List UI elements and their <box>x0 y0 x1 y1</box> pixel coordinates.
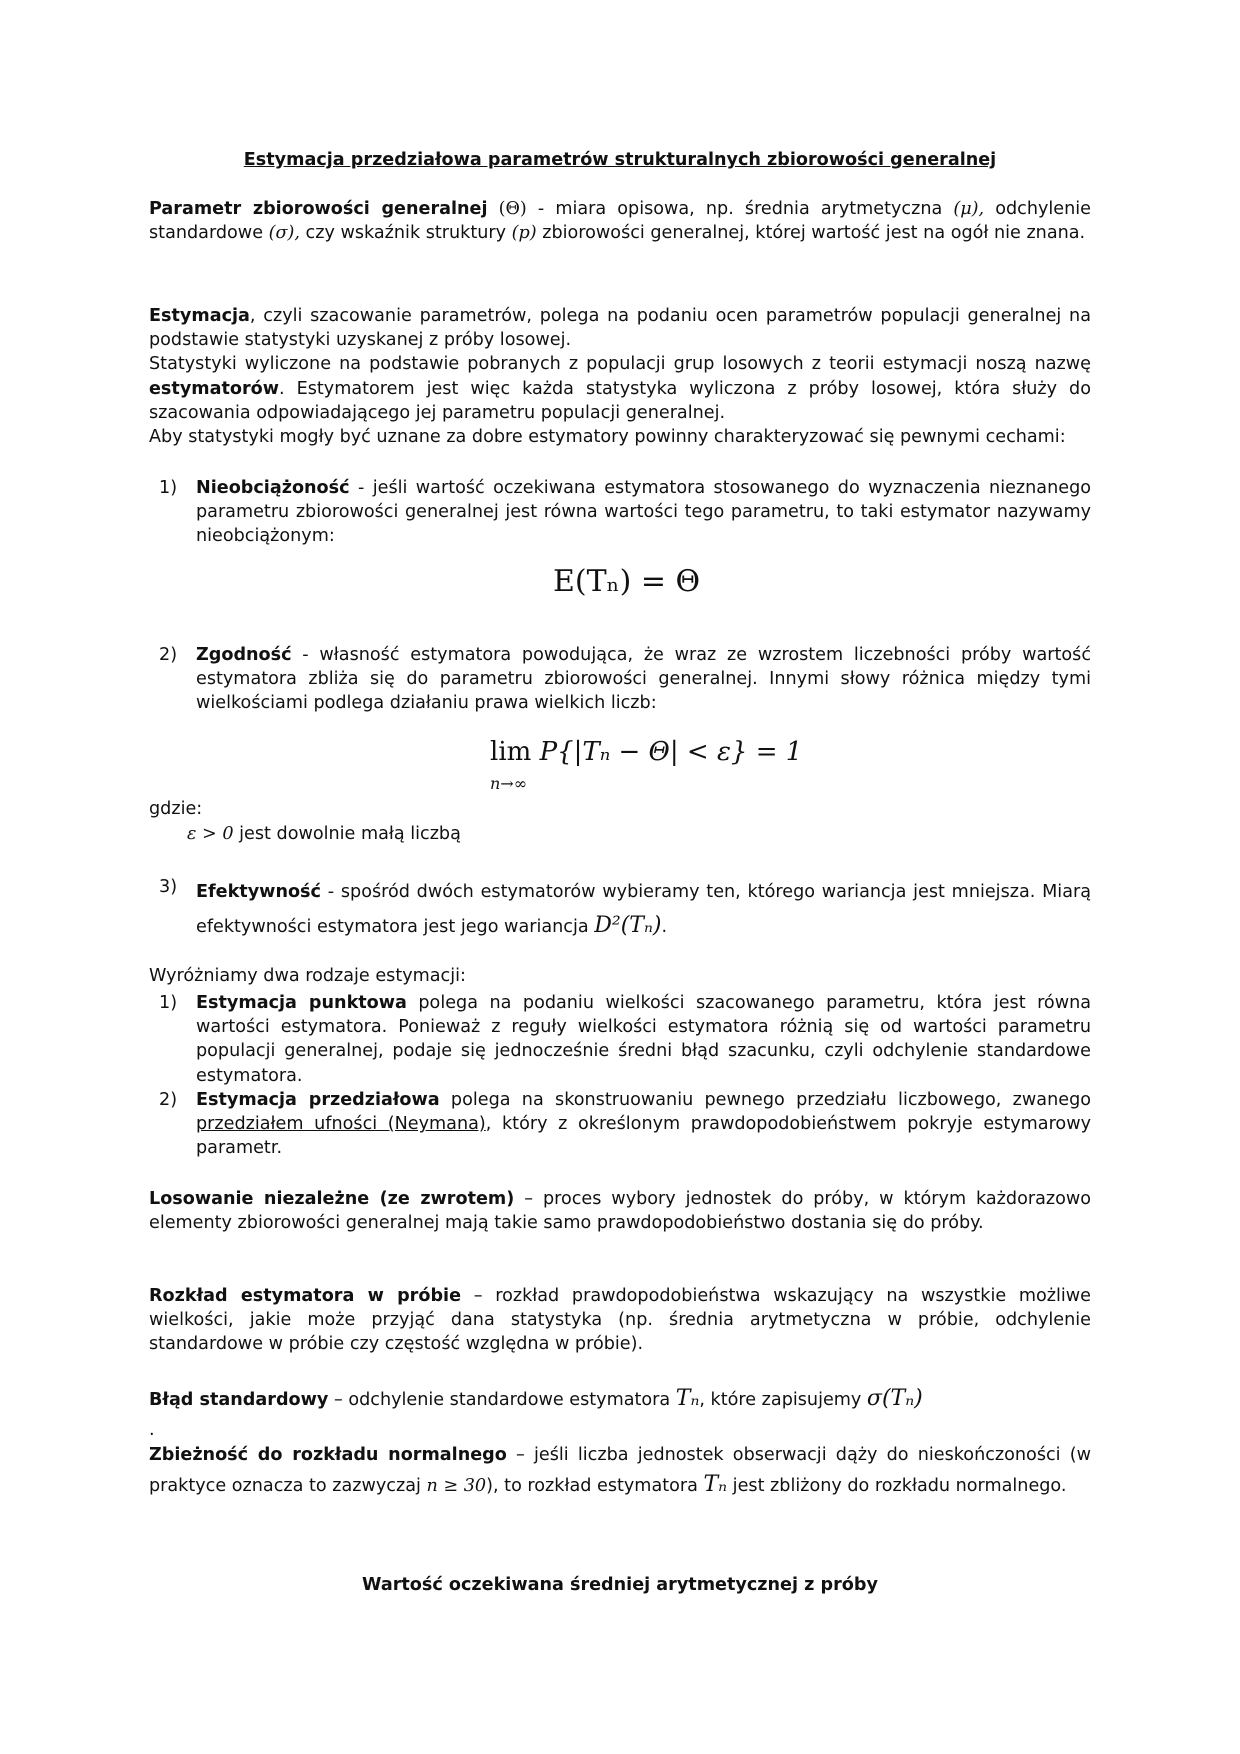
text: jest zbliżony do rozkładu normalnego. <box>727 1476 1067 1496</box>
lim: lim <box>490 737 532 767</box>
paragraph-blad <box>149 1384 1091 1445</box>
list-number: 2) <box>159 1090 178 1110</box>
term: Estymacja przedziałowa <box>196 1090 440 1110</box>
feature-item <box>196 476 1091 549</box>
math: ε > 0 <box>187 824 234 844</box>
text: - spośród dwóch estymatorów wybieramy ten, którego wariancja jest mniejsza. Miarą efektywności estymatora jest jego wariancja <box>196 882 1091 937</box>
math: Tₙ <box>703 1472 728 1497</box>
term: Błąd standardowy <box>149 1390 329 1410</box>
text: , które zapisujemy <box>699 1390 867 1410</box>
list-number: 2) <box>159 645 178 665</box>
text: Statystyki wyliczone na podstawie pobranych z populacji grup losowych z teorii estymacji noszą nazwę <box>149 354 1091 375</box>
text: – proces wybory jednostek do próby, w którym każdorazowo elementy zbiorowości generalnej mają takie samo prawdopodobieństwo dostania się do próby. <box>149 1189 1091 1234</box>
math-mu: (μ), <box>953 199 985 219</box>
underlined-term: przedziałem ufności (Neymana) <box>196 1114 486 1135</box>
type-item <box>196 991 1091 1088</box>
text: , który z określonym prawdopodobieństwem pokryje estymarowy parametr. <box>196 1114 1091 1159</box>
math-sigma: (σ), <box>268 223 300 244</box>
paragraph-losowanie <box>149 1187 1091 1235</box>
paragraph-parameter <box>149 197 1091 245</box>
text: polega na podaniu wielkości szacowanego parametru, która jest równa wartości estymatora. Ponieważ z reguły wielkości estymatora różnią się od wartości parametru populacji generalnej, podaje się jednocześnie średni błąd szacunku, czyli odchylenie standardowe estymatora. <box>196 993 1092 1086</box>
text: Wyróżniamy dwa rodzaje estymacji: <box>149 966 466 986</box>
formula-unbiased: E(Tₙ) = Θ <box>553 564 701 599</box>
math: n ≥ 30 <box>426 1476 487 1496</box>
formula-consistency <box>490 737 803 793</box>
list-number: 3) <box>159 877 178 897</box>
math-p: (p) <box>511 223 537 244</box>
text: – jeśli liczba jednostek obserwacji dąży do nieskończoności (w praktyce oznacza to zazwyczaj <box>149 1445 1091 1496</box>
gdzie-label: gdzie: <box>149 799 203 819</box>
term: Rozkład estymatora w próbie <box>149 1286 462 1306</box>
list-number: 1) <box>159 478 178 498</box>
text: Aby statystyki mogły być uznane za dobre estymatory powinny charakteryzować się pewnymi cechami: <box>149 427 1066 448</box>
text: ), to rozkład estymatora <box>486 1476 704 1496</box>
text: . <box>149 1420 155 1440</box>
text: . <box>661 917 668 937</box>
feature-item <box>196 643 1091 716</box>
text: – rozkład prawdopodobieństwa wskazujący na wszystkie możliwe wielkości, jakie może przyjąć dana statystyka (np. średnia arytmetyczna w próbie, odchylenie standardowe w próbie czy częstość względna w próbie). <box>149 1286 1091 1355</box>
term: Parametr zbiorowości generalnej <box>149 199 488 219</box>
math-theta: (Θ) <box>498 199 527 219</box>
text: polega na skonstruowaniu pewnego przedziału liczbowego, zwanego <box>439 1090 1091 1110</box>
math: D²(Tₙ) <box>594 913 662 938</box>
text: zbiorowości generalnej, której wartość jest na ogół nie znana. <box>536 223 1086 244</box>
section-heading: Wartość oczekiwana średniej arytmetycznej z próby <box>362 1575 878 1595</box>
term: Estymacja <box>149 306 250 326</box>
text: - jeśli wartość oczekiwana estymatora stosowanego do wyznaczenia nieznanego parametru zbiorowości generalnej jest równa wartości tego parametru, to taki estymator nazywamy nieobciążonym: <box>196 478 1091 547</box>
expression: P{|Tₙ − Θ| < ε} = 1 <box>539 737 803 767</box>
text: – odchylenie standardowe estymatora <box>328 1390 676 1410</box>
text: czy wskaźnik struktury <box>299 223 512 244</box>
text: odchylenie standardowe <box>149 199 1091 244</box>
type-item <box>196 1088 1091 1161</box>
math: Tₙ <box>675 1386 700 1411</box>
paragraph-rozklad <box>149 1284 1091 1357</box>
document-title: Estymacja przedziałowa parametrów strukturalnych zbiorowości generalnej <box>243 150 997 170</box>
term: Nieobciążoność <box>196 478 350 498</box>
term: estymatorów <box>149 378 280 399</box>
text: - własność estymatora powodująca, że wraz ze wzrostem liczebności próby wartość estymatora zbliża się do parametru zbiorowości generalnej. Innymi słowy różnica między tymi wielkościami podlega działaniu prawa wielkich liczb: <box>196 645 1091 714</box>
term: Efektywność <box>196 882 321 902</box>
term: Zgodność <box>196 645 292 665</box>
term: Zbieżność do rozkładu normalnego <box>149 1445 507 1465</box>
list-number: 1) <box>159 993 178 1013</box>
term: Losowanie niezależne (ze zwrotem) <box>149 1189 515 1209</box>
feature-item <box>196 875 1091 944</box>
lim-subscript: n→∞ <box>490 774 528 793</box>
text: . Estymatorem jest więc każda statystyka wyliczona z próby losowej, która służy do szacowania odpowiadającego jej parametru populacji generalnej. <box>149 378 1091 423</box>
paragraph-zbieznosc <box>149 1441 1091 1501</box>
paragraph-estymacja <box>149 304 1091 449</box>
text: - miara opisowa, np. średnia arytmetyczna <box>526 199 954 219</box>
epsilon-line <box>187 822 1129 846</box>
text: jest dowolnie małą liczbą <box>233 824 461 844</box>
term: Estymacja punktowa <box>196 993 407 1013</box>
math: σ(Tₙ) <box>866 1386 923 1411</box>
text: , czyli szacowanie parametrów, polega na podaniu ocen parametrów populacji generalnej na podstawie statystyki uzyskanej z próby losowej. <box>149 306 1091 351</box>
